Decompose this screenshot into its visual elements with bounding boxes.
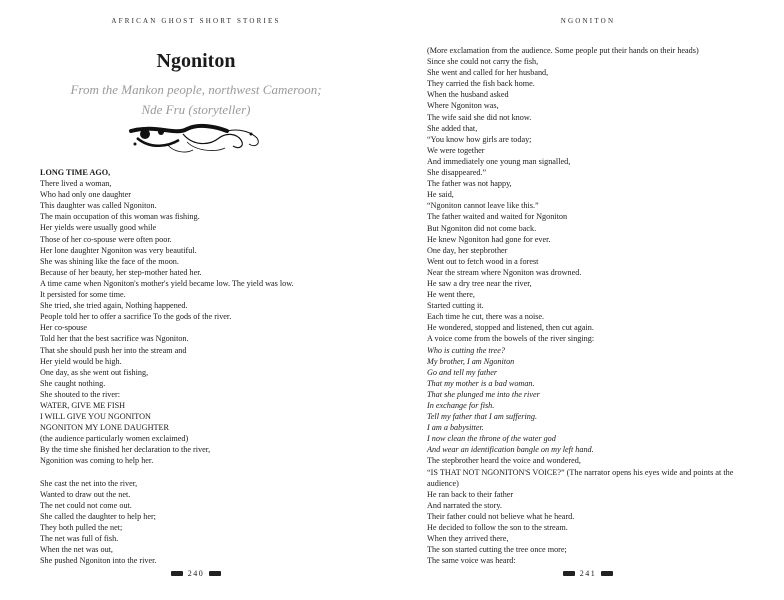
- text-line: The stepbrother heard the voice and wondered,: [427, 456, 581, 466]
- text-line: We were together: [427, 145, 485, 155]
- text-line: He knew Ngoniton had gone for ever.: [427, 234, 551, 244]
- subtitle-storyteller: Nde Fru (storyteller): [141, 102, 251, 117]
- text-line: In exchange for fish.: [427, 401, 495, 410]
- text-line: People told her to offer a sacrifice To the gods of the river.: [40, 312, 232, 322]
- text-line: This daughter was called Ngoniton.: [40, 201, 157, 211]
- text-line: But Ngoniton did not come back.: [427, 223, 537, 233]
- right-page: [392, 0, 784, 600]
- text-line: The net could not come out.: [40, 500, 132, 510]
- text-line: There lived a woman,: [40, 179, 112, 189]
- text-line: Their father could not believe what he heard.: [427, 511, 575, 521]
- subtitle-origin: From the Mankon people, northwest Cameroon;: [70, 82, 322, 97]
- text-line: By the time she finished her declaration to the river,: [40, 445, 211, 455]
- text-line: Go and tell my father: [427, 367, 498, 377]
- text-line: Told her that the best sacrifice was Ngoniton.: [40, 334, 189, 344]
- text-line: That she plunged me into the river: [427, 389, 540, 399]
- text-line: It persisted for some time.: [40, 290, 126, 300]
- page-number: 240: [187, 569, 205, 578]
- text-line: Since she could not carry the fish,: [427, 57, 539, 67]
- text-line: My brother, I am Ngoniton: [427, 356, 515, 366]
- text-line: And wear an identification bangle on my left hand.: [427, 445, 594, 455]
- text-line: She called the daughter to help her;: [40, 511, 156, 521]
- text-line: And narrated the story.: [427, 500, 502, 510]
- text-line: The father waited and waited for Ngoniton: [427, 212, 568, 222]
- folio-ornament-icon: [209, 571, 221, 576]
- text-line: Who is cutting the tree?: [427, 345, 505, 355]
- text-line: And immediately one young man signalled,: [427, 156, 571, 166]
- text-line: That my mother is a bad woman.: [427, 378, 535, 388]
- text-line: Started cutting it.: [427, 301, 484, 311]
- page-number-footer: [0, 569, 392, 578]
- text-line: Her co-spouse: [40, 323, 88, 333]
- text-line: He said,: [427, 190, 454, 200]
- text-line: Wanted to draw out the net.: [40, 489, 131, 499]
- text-line: The father was not happy,: [427, 179, 512, 189]
- text-line: A voice come from the bowels of the river singing:: [427, 334, 595, 344]
- text-line: The main occupation of this woman was fishing.: [40, 212, 200, 222]
- text-line: The son started cutting the tree once more;: [427, 545, 567, 555]
- text-line: They both pulled the net;: [40, 523, 123, 532]
- text-line: “IS THAT NOT NGONITON'S VOICE?” (The narrator opens his eyes wide and points at the audience): [427, 467, 734, 488]
- text-line: She added that,: [427, 123, 478, 133]
- text-line: WATER, GIVE ME FISH: [40, 400, 126, 410]
- text-line: Because of her beauty, her step-mother hated her.: [40, 267, 202, 277]
- text-line: Ngonition was coming to help her.: [40, 456, 154, 466]
- text-line: Her yields were usually good while: [40, 223, 157, 233]
- text-line: When the husband asked: [427, 90, 509, 100]
- text-line: She was shining like the face of the moon.: [40, 256, 179, 266]
- text-line: Where Ngoniton was,: [427, 101, 499, 111]
- text-line: The net was full of fish.: [40, 534, 119, 544]
- story-title: Ngoniton: [156, 50, 236, 72]
- page-number: 241: [579, 569, 597, 578]
- text-line: [40, 467, 370, 478]
- text-line: He saw a dry tree near the river,: [427, 278, 532, 288]
- text-line: They carried the fish back home.: [427, 79, 535, 89]
- text-line: When they arrived there,: [427, 534, 509, 544]
- text-line: He decided to follow the son to the stream.: [427, 523, 568, 533]
- text-line: “Ngoniton cannot leave like this.”: [427, 201, 539, 211]
- text-line: (the audience particularly women exclaimed): [40, 434, 189, 444]
- text-line: Tell my father that I am suffering.: [427, 412, 537, 422]
- text-line: Near the stream where Ngoniton was drowned.: [427, 267, 582, 277]
- flourish-ornament-icon: [127, 122, 265, 156]
- text-line: One day, her stepbrother: [427, 245, 508, 255]
- text-line: I now clean the throne of the water god: [427, 434, 556, 444]
- text-line: She disappeared.”: [427, 168, 487, 178]
- text-line: The same voice was heard:: [427, 556, 516, 566]
- text-line: The wife said she did not know.: [427, 112, 532, 122]
- text-line: One day, as she went out fishing,: [40, 367, 149, 377]
- text-line: (More exclamation from the audience. Some people put their hands on their heads): [427, 46, 699, 55]
- text-line: LONG TIME AGO,: [40, 168, 111, 177]
- running-head: AFRICAN GHOST SHORT STORIES: [111, 17, 281, 25]
- text-line: She tried, she tried again, Nothing happened.: [40, 301, 188, 311]
- text-line: Who had only one daughter: [40, 190, 131, 200]
- text-line: She cast the net into the river,: [40, 478, 138, 488]
- text-line: He wondered, stopped and listened, then cut again.: [427, 323, 594, 333]
- running-head: NGONITON: [560, 17, 616, 25]
- text-line: “You know how girls are today;: [427, 134, 532, 144]
- text-line: NGONITON MY LONE DAUGHTER: [40, 423, 169, 433]
- text-line: Each time he cut, there was a noise.: [427, 312, 545, 322]
- text-line: He went there,: [427, 290, 475, 300]
- text-line: I WILL GIVE YOU NGONITON: [40, 412, 151, 422]
- text-line: She pushed Ngoniton into the river.: [40, 556, 157, 566]
- folio-ornament-icon: [171, 571, 183, 576]
- text-line: She went and called for her husband,: [427, 68, 549, 78]
- text-line: Her yield would be high.: [40, 356, 122, 366]
- text-line: When the net was out,: [40, 545, 113, 555]
- text-line: She shouted to the river:: [40, 389, 121, 399]
- text-line: That she should push her into the stream and: [40, 345, 187, 355]
- text-line: Those of her co-spouse were often poor.: [40, 234, 172, 244]
- folio-ornament-icon: [563, 571, 575, 576]
- text-line: He ran back to their father: [427, 489, 514, 499]
- text-line: Her lone daughter Ngoniton was very beautiful.: [40, 245, 197, 255]
- page-number-footer: [392, 569, 784, 578]
- story-text-right: [427, 45, 765, 566]
- text-line: Went out to fetch wood in a forest: [427, 256, 539, 266]
- story-text-left: [40, 167, 370, 566]
- text-line: A time came when Ngoniton's mother's yield became low. The yield was low.: [40, 278, 294, 288]
- text-line: I am a babysitter.: [427, 423, 484, 433]
- text-line: She caught nothing.: [40, 378, 106, 388]
- folio-ornament-icon: [601, 571, 613, 576]
